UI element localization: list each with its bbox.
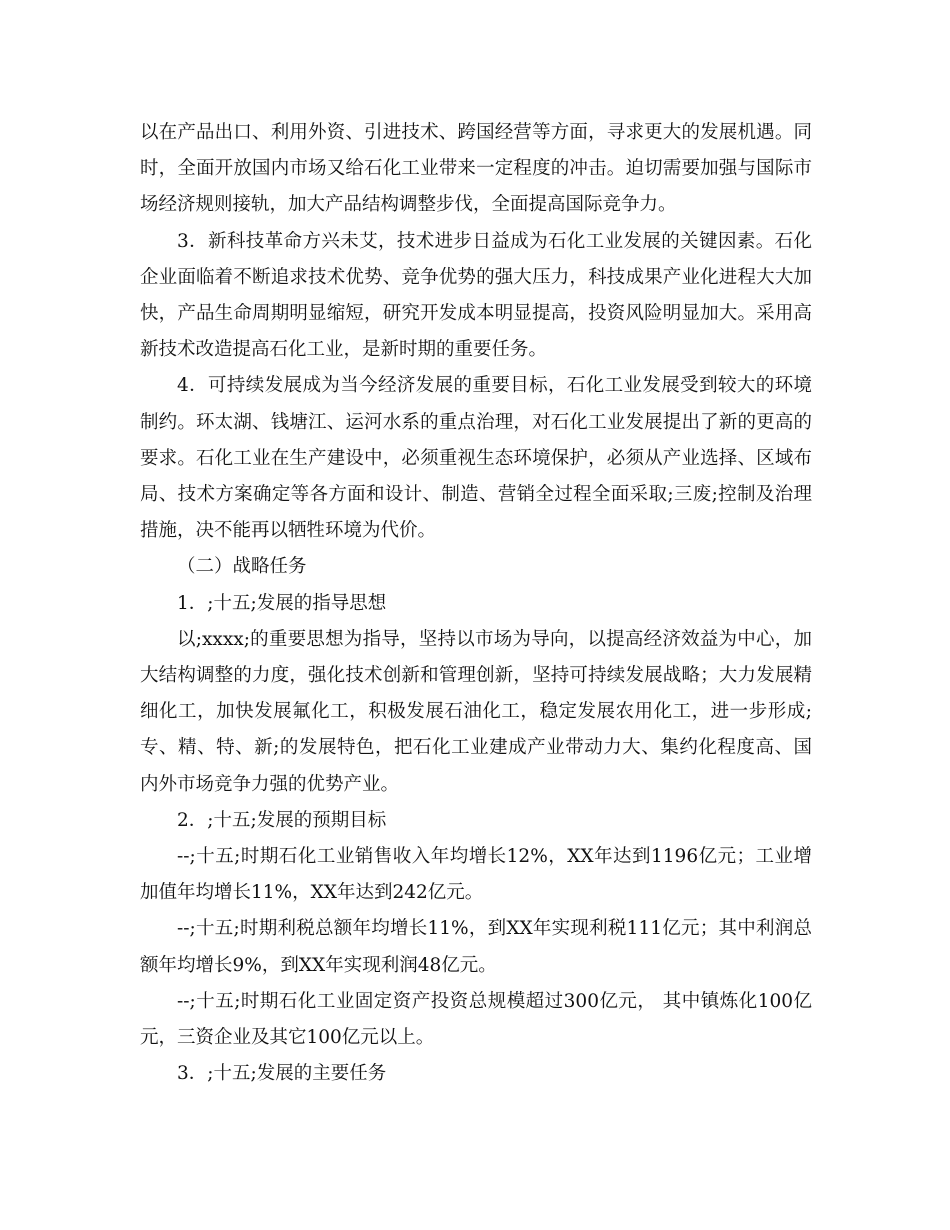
paragraph-guiding-ideology: 以;xxxx;的重要思想为指导，坚持以市场为导向，以提高经济效益为中心，加大结构调整的力度，强化技术创新和管理创新，坚持可持续发展战略；大力发展精细化工，加快发展氟化工，积极发展石油化工，稳定发展农用化工，进一步形成;专、精、特、新;的发展特色，把石化工业建成产业带动力大、集约化程度高、国内外市场竞争力强的优势产业。: [140, 628, 812, 795]
document-body: [140, 115, 812, 1092]
paragraph-item-3-technology: 3．新科技革命方兴未艾，技术进步日益成为石化工业发展的关键因素。石化企业面临着不断追求技术优势、竞争优势的强大压力，科技成果产业化进程大大加快，产品生命周期明显缩短，研究开发成本明显提高，投资风险明显加大。采用高新技术改造提高石化工业，是新时期的重要任务。: [140, 230, 812, 361]
subheading-guiding-ideology: 1．;十五;发展的指导思想: [177, 592, 387, 614]
paragraph-target-investment: --;十五;时期石化工业固定资产投资总规模超过300亿元， 其中镇炼化100亿元，三资企业及其它100亿元以上。: [140, 990, 812, 1049]
subheading-expected-targets: 2．;十五;发展的预期目标: [177, 809, 387, 831]
section-heading-strategic-tasks: （二）战略任务: [177, 556, 307, 578]
paragraph-target-sales: --;十五;时期石化工业销售收入年均增长12%，XX年达到1196亿元；工业增加值年均增长11%，XX年达到242亿元。: [140, 846, 812, 904]
subheading-main-tasks: 3．;十五;发展的主要任务: [177, 1063, 387, 1085]
paragraph-item-4-sustainability: 4．可持续发展成为当今经济发展的重要目标，石化工业发展受到较大的环境制约。环太湖、钱塘江、运河水系的重点治理，对石化工业发展提出了新的更高的要求。石化工业在生产建设中，必须重视生态环境保护，必须从产业选择、区域布局、技术方案确定等各方面和设计、制造、营销全过程全面采取;三废;控制及治理措施，决不能再以牺牲环境为代价。: [140, 375, 812, 542]
paragraph-intro: 以在产品出口、利用外资、引进技术、跨国经营等方面，寻求更大的发展机遇。同时，全面开放国内市场又给石化工业带来一定程度的冲击。迫切需要加强与国际市场经济规则接轨，加大产品结构调整步伐，全面提高国际竞争力。: [140, 122, 812, 216]
paragraph-target-profit-tax: --;十五;时期利税总额年均增长11%，到XX年实现利税111亿元；其中利润总额年均增长9%，到XX年实现利润48亿元。: [140, 918, 812, 976]
